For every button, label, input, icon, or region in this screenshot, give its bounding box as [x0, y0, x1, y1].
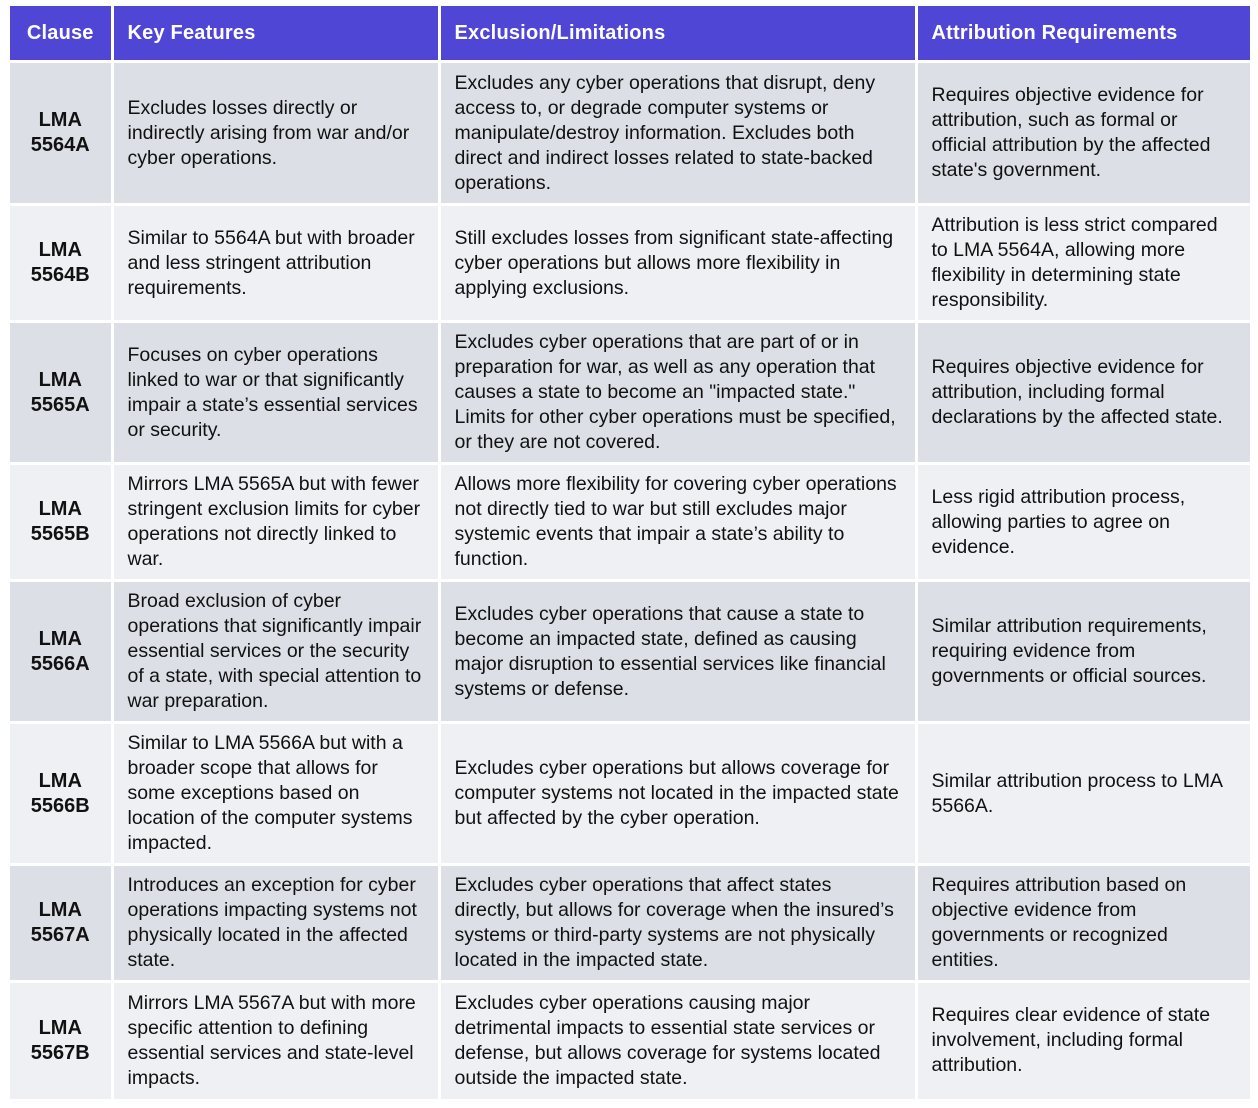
key-features-cell: Excludes losses directly or indirectly arising from war and/or cyber operations. [112, 62, 439, 205]
clause-cell [10, 322, 112, 464]
clause-cell [10, 464, 112, 581]
table-row [10, 982, 1250, 1099]
table-body [10, 62, 1250, 1099]
clause-comparison-table [10, 6, 1250, 1099]
key-features-cell: Introduces an exception for cyber operations impacting systems not physically located in the affected state. [112, 865, 439, 982]
clause-number: 5567A [30, 924, 90, 946]
exclusions-cell: Excludes cyber operations but allows coverage for computer systems not located in the impacted state but affected by the cyber operation. [439, 723, 916, 865]
key-features-cell: Broad exclusion of cyber operations that significantly impair essential services or the security of a state, with special attention to war preparation. [112, 581, 439, 723]
clause-prefix: LMA [38, 627, 82, 650]
attribution-cell: Requires objective evidence for attribution, including formal declarations by the affected state. [916, 322, 1250, 464]
attribution-cell: Similar attribution process to LMA 5566A. [916, 723, 1250, 865]
clause-prefix: LMA [38, 368, 82, 391]
clause-number: 5566A [30, 652, 90, 675]
table-header [10, 6, 1250, 62]
clause-prefix: LMA [38, 498, 82, 520]
clause-cell [10, 982, 112, 1099]
clause-number: 5565B [30, 523, 90, 545]
clause-number: 5566B [30, 794, 90, 817]
exclusions-cell: Excludes any cyber operations that disrupt, deny access to, or degrade computer systems or manipulate/destroy information. Excludes both direct and indirect losses related to state-backed operations. [439, 62, 916, 205]
clause-number: 5564A [30, 134, 90, 156]
clause-cell [10, 865, 112, 982]
table-row [10, 205, 1250, 322]
attribution-cell: Less rigid attribution process, allowing parties to agree on evidence. [916, 464, 1250, 581]
clause-cell [10, 205, 112, 322]
clause-prefix: LMA [38, 109, 82, 131]
attribution-cell: Similar attribution requirements, requiring evidence from governments or official sources. [916, 581, 1250, 723]
key-features-cell: Mirrors LMA 5567A but with more specific attention to defining essential services and state-level impacts. [112, 982, 439, 1099]
exclusions-cell: Allows more flexibility for covering cyber operations not directly tied to war but still excludes major systemic events that impair a state’s ability to function. [439, 464, 916, 581]
header-key-features: Key Features [112, 6, 439, 62]
clause-number: 5567B [30, 1041, 90, 1064]
header-clause: Clause [10, 6, 112, 62]
key-features-cell: Similar to 5564A but with broader and less stringent attribution requirements. [112, 205, 439, 322]
exclusions-cell: Excludes cyber operations that cause a state to become an impacted state, defined as causing major disruption to essential services like financial systems or defense. [439, 581, 916, 723]
table-row [10, 581, 1250, 723]
table-row [10, 723, 1250, 865]
clause-number: 5565A [30, 393, 90, 416]
attribution-cell: Attribution is less strict compared to LMA 5564A, allowing more flexibility in determining state responsibility. [916, 205, 1250, 322]
key-features-cell: Similar to LMA 5566A but with a broader scope that allows for some exceptions based on location of the computer systems impacted. [112, 723, 439, 865]
exclusions-cell: Excludes cyber operations that are part of or in preparation for war, as well as any operation that causes a state to become an "impacted state." Limits for other cyber operations must be specified, or they are not covered. [439, 322, 916, 464]
key-features-cell: Mirrors LMA 5565A but with fewer stringent exclusion limits for cyber operations not directly linked to war. [112, 464, 439, 581]
exclusions-cell: Excludes cyber operations causing major detrimental impacts to essential state services or defense, but allows coverage for systems located outside the impacted state. [439, 982, 916, 1099]
clause-prefix: LMA [38, 899, 82, 921]
clause-comparison-table-container [10, 6, 1250, 1099]
attribution-cell: Requires attribution based on objective evidence from governments or recognized entities. [916, 865, 1250, 982]
table-row [10, 62, 1250, 205]
key-features-cell: Focuses on cyber operations linked to war or that significantly impair a state’s essential services or security. [112, 322, 439, 464]
clause-cell [10, 62, 112, 205]
clause-cell [10, 581, 112, 723]
table-row [10, 464, 1250, 581]
header-attribution-requirements: Attribution Requirements [916, 6, 1250, 62]
clause-prefix: LMA [38, 1016, 82, 1039]
exclusions-cell: Excludes cyber operations that affect states directly, but allows for coverage when the insured’s systems or third-party systems are not physically located in the impacted state. [439, 865, 916, 982]
table-row [10, 865, 1250, 982]
clause-cell [10, 723, 112, 865]
clause-prefix: LMA [38, 239, 82, 261]
clause-prefix: LMA [38, 769, 82, 792]
attribution-cell: Requires objective evidence for attribution, such as formal or official attribution by the affected state's government. [916, 62, 1250, 205]
clause-number: 5564B [30, 264, 90, 286]
header-exclusion-limitations: Exclusion/Limitations [439, 6, 916, 62]
table-row [10, 322, 1250, 464]
header-row [10, 6, 1250, 62]
exclusions-cell: Still excludes losses from significant state-affecting cyber operations but allows more flexibility in applying exclusions. [439, 205, 916, 322]
attribution-cell: Requires clear evidence of state involvement, including formal attribution. [916, 982, 1250, 1099]
